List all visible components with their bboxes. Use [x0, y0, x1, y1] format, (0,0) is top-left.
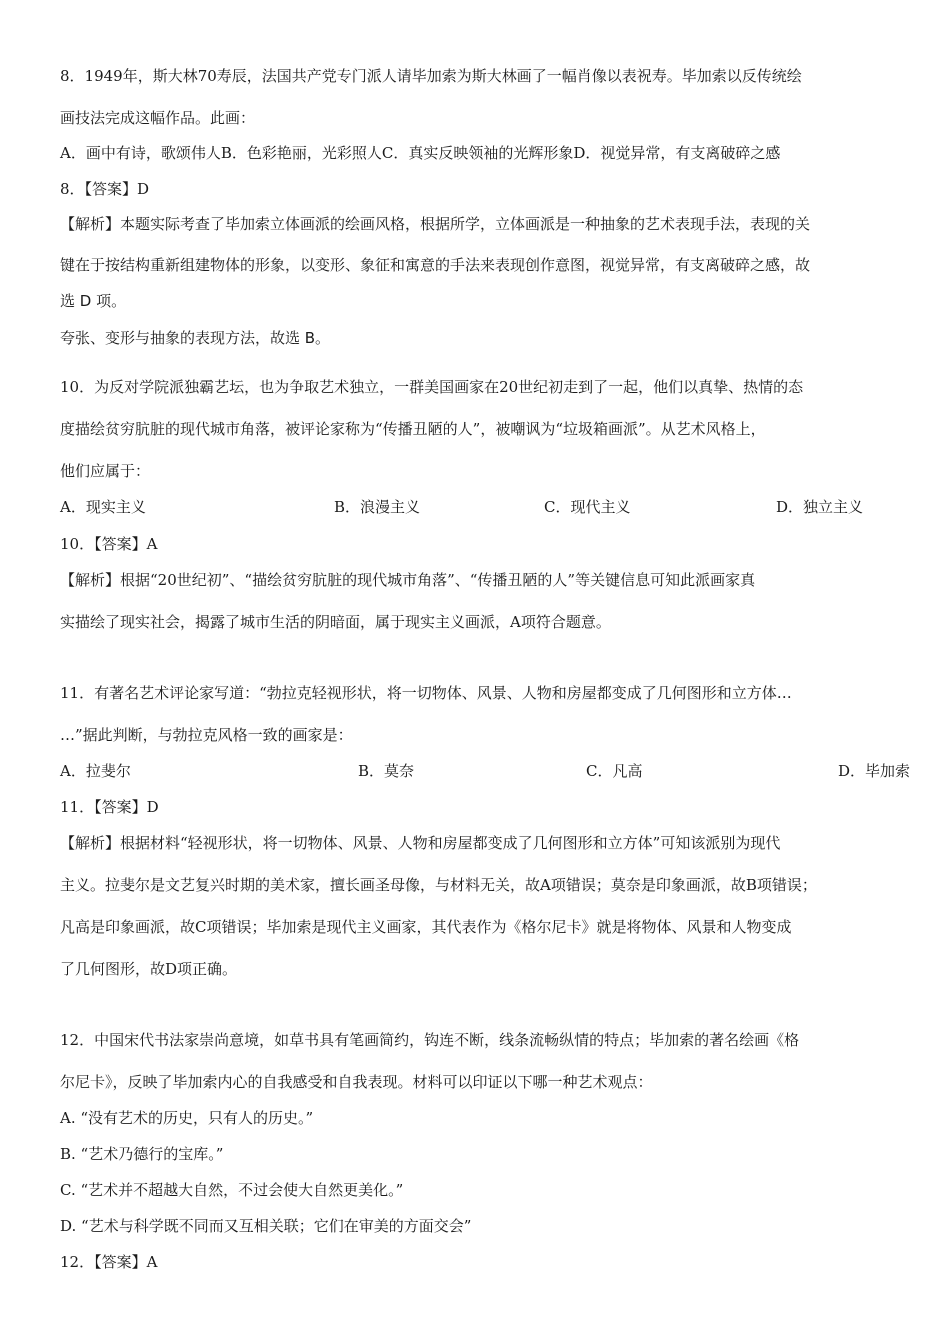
- q11-analysis-line3: 凡高是印象画派，故C项错误；毕加索是现代主义画家，其代表作为《格尔尼卡》就是将物体、风景和人物变成: [60, 918, 792, 936]
- q10-option-c: C．现代主义: [544, 498, 631, 516]
- q12-option-d: D. “艺术与科学既不同而又互相关联；它们在审美的方面交会”: [60, 1217, 472, 1235]
- q8-answer: 8．【答案】D: [60, 180, 150, 198]
- q10-option-d: D．独立主义: [776, 498, 864, 516]
- q10-analysis-line2: 实描绘了现实社会，揭露了城市生活的阴暗面，属于现实主义画派，A项符合题意。: [60, 613, 611, 631]
- q12-option-a: A. “没有艺术的历史，只有人的历史。”: [60, 1109, 314, 1127]
- q12-stem-line1: 12．中国宋代书法家崇尚意境，如草书具有笔画简约，钩连不断，线条流畅纵情的特点；毕加索的著名绘画《格: [60, 1031, 800, 1049]
- q11-stem-line2: …”据此判断，与勃拉克风格一致的画家是：: [60, 726, 353, 744]
- q11-analysis-line1: 【解析】根据材料“轻视形状，将一切物体、风景、人物和房屋都变成了几何图形和立方体”可知该派别为现代: [60, 834, 781, 852]
- q11-option-c: C．凡高: [586, 762, 643, 780]
- q10-answer: 10．【答案】A: [60, 535, 158, 553]
- q11-answer: 11．【答案】D: [60, 798, 159, 816]
- q10-option-a: A．现实主义: [60, 498, 146, 516]
- q12-answer: 12．【答案】A: [60, 1253, 158, 1271]
- q12-option-b: B. “艺术乃德行的宝库。”: [60, 1145, 224, 1163]
- q11-option-a: A．拉斐尔: [60, 762, 131, 780]
- q12-option-c: C. “艺术并不超越大自然，不过会使大自然更美化。”: [60, 1181, 404, 1199]
- q11-stem-line1: 11．有著名艺术评论家写道：“勃拉克轻视形状，将一切物体、风景、人物和房屋都变成了几何图形和立方体…: [60, 684, 792, 702]
- q8-analysis-line1: 【解析】本题实际考查了毕加索立体画派的绘画风格，根据所学，立体画派是一种抽象的艺术表现手法，表现的关: [60, 215, 811, 233]
- q8-stem-line2: 画技法完成这幅作品。此画：: [60, 109, 256, 127]
- q10-stem-line2: 度描绘贫穷肮脏的现代城市角落，被评论家称为“传播丑陋的人”，被嘲讽为“垃圾箱画派”。从艺术风格上，: [60, 420, 766, 438]
- q11-option-b: B．莫奈: [358, 762, 415, 780]
- q8-options: A．画中有诗，歌颂伟人B．色彩艳丽，光彩照人C．真实反映领袖的光辉形象D．视觉异常，有支离破碎之感: [60, 144, 781, 162]
- q11-option-d: D．毕加索: [838, 762, 911, 780]
- q12-stem-line2: 尔尼卡》，反映了毕加索内心的自我感受和自我表现。材料可以印证以下哪一种艺术观点：: [60, 1073, 653, 1091]
- q8-analysis-line2: 键在于按结构重新组建物体的形象，以变形、象征和寓意的手法来表现创作意图，视觉异常，有支离破碎之感，故: [60, 256, 811, 274]
- q8-stem-line1: 8．1949年，斯大林70寿辰，法国共产党专门派人请毕加索为斯大林画了一幅肖像以表祝寿。毕加索以反传统绘: [60, 67, 802, 85]
- q10-analysis-line1: 【解析】根据“20世纪初”、“描绘贫穷肮脏的现代城市角落”、“传播丑陋的人”等关键信息可知此派画家真: [60, 571, 756, 589]
- q8-extra-line: 夸张、变形与抽象的表现方法，故选 B。: [60, 329, 331, 347]
- q8-analysis-line3: 选 D 项。: [60, 292, 127, 310]
- q11-analysis-line4: 了几何图形，故D项正确。: [60, 960, 238, 978]
- q10-option-b: B．浪漫主义: [334, 498, 421, 516]
- q11-analysis-line2: 主义。拉斐尔是文艺复兴时期的美术家，擅长画圣母像，与材料无关，故A项错误；莫奈是印象画派，故B项错误；: [60, 876, 817, 894]
- q10-stem-line3: 他们应属于：: [60, 462, 151, 480]
- q10-stem-line1: 10．为反对学院派独霸艺坛，也为争取艺术独立，一群美国画家在20世纪初走到了一起，他们以真挚、热情的态: [60, 378, 804, 396]
